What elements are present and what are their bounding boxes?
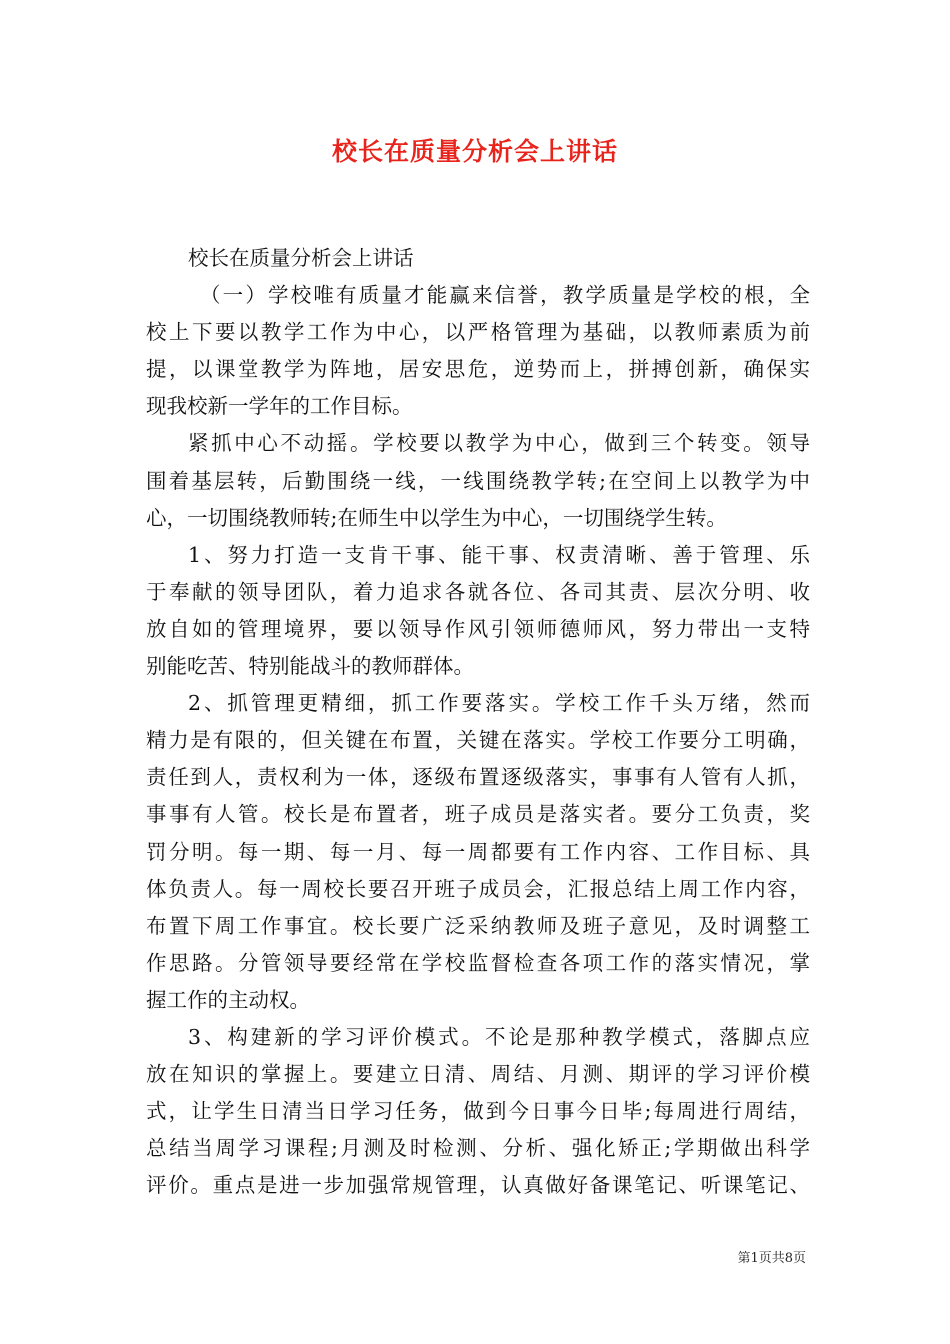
body-line: 心，一切围绕教师转;在师生中以学生为中心，一切围绕学生转。 — [146, 505, 727, 530]
body-line: 罚分明。每一期、每一月、每一周都要有工作内容、工作目标、具 — [146, 839, 810, 864]
body-line: 总结当周学习课程;月测及时检测、分析、强化矫正;学期做出科学 — [146, 1136, 810, 1161]
body-line: 2、抓管理更精细，抓工作要落实。学校工作千头万绪，然而 — [188, 691, 810, 716]
body-line: 评价。重点是进一步加强常规管理，认真做好备课笔记、听课笔记、 — [146, 1173, 810, 1198]
body-line: 握工作的主动权。 — [146, 987, 310, 1012]
body-line: 放自如的管理境界，要以领导作风引领师德师风，努力带出一支特 — [146, 616, 810, 641]
body-line: 责任到人，责权利为一体，逐级布置逐级落实，事事有人管有人抓， — [146, 765, 810, 790]
body-line: 校长在质量分析会上讲话 — [188, 246, 414, 270]
page-number-footer: 第1页共8页 — [737, 1251, 806, 1266]
body-line: 式，让学生日清当日学习任务，做到今日事今日毕;每周进行周结， — [146, 1099, 810, 1124]
body-line: 布置下周工作事宜。校长要广泛采纳教师及班子意见，及时调整工 — [146, 913, 810, 938]
body-line: 事事有人管。校长是布置者，班子成员是落实者。要分工负责，奖 — [146, 802, 810, 827]
body-line: （一）学校唯有质量才能赢来信誉，教学质量是学校的根，全 — [200, 283, 810, 308]
body-line: 精力是有限的，但关键在布置，关键在落实。学校工作要分工明确， — [146, 728, 810, 753]
body-line: 于奉献的领导团队，着力追求各就各位、各司其责、层次分明、收 — [146, 579, 810, 604]
body-line: 放在知识的掌握上。要建立日清、周结、月测、期评的学习评价模 — [146, 1062, 810, 1087]
body-line: 作思路。分管领导要经常在学校监督检查各项工作的落实情况，掌 — [146, 950, 810, 975]
document-title: 校长在质量分析会上讲话 — [331, 137, 618, 166]
body-line: 围着基层转，后勤围绕一线，一线围绕教学转;在空间上以教学为中 — [146, 468, 810, 493]
body-line: 别能吃苦、特别能战斗的教师群体。 — [146, 654, 474, 679]
body-line: 校上下要以教学工作为中心，以严格管理为基础，以教师素质为前 — [146, 320, 810, 345]
document-body — [146, 240, 810, 1204]
body-line: 提，以课堂教学为阵地，居安思危，逆势而上，拼搏创新，确保实 — [146, 357, 810, 382]
body-line: 紧抓中心不动摇。学校要以教学为中心，做到三个转变。领导 — [188, 431, 810, 456]
body-line: 体负责人。每一周校长要召开班子成员会，汇报总结上周工作内容， — [146, 876, 810, 901]
body-line: 3、构建新的学习评价模式。不论是那种教学模式，落脚点应 — [188, 1024, 810, 1049]
body-line: 1、努力打造一支肯干事、能干事、权责清晰、善于管理、乐 — [188, 542, 810, 567]
body-line: 现我校新一学年的工作目标。 — [146, 394, 413, 419]
